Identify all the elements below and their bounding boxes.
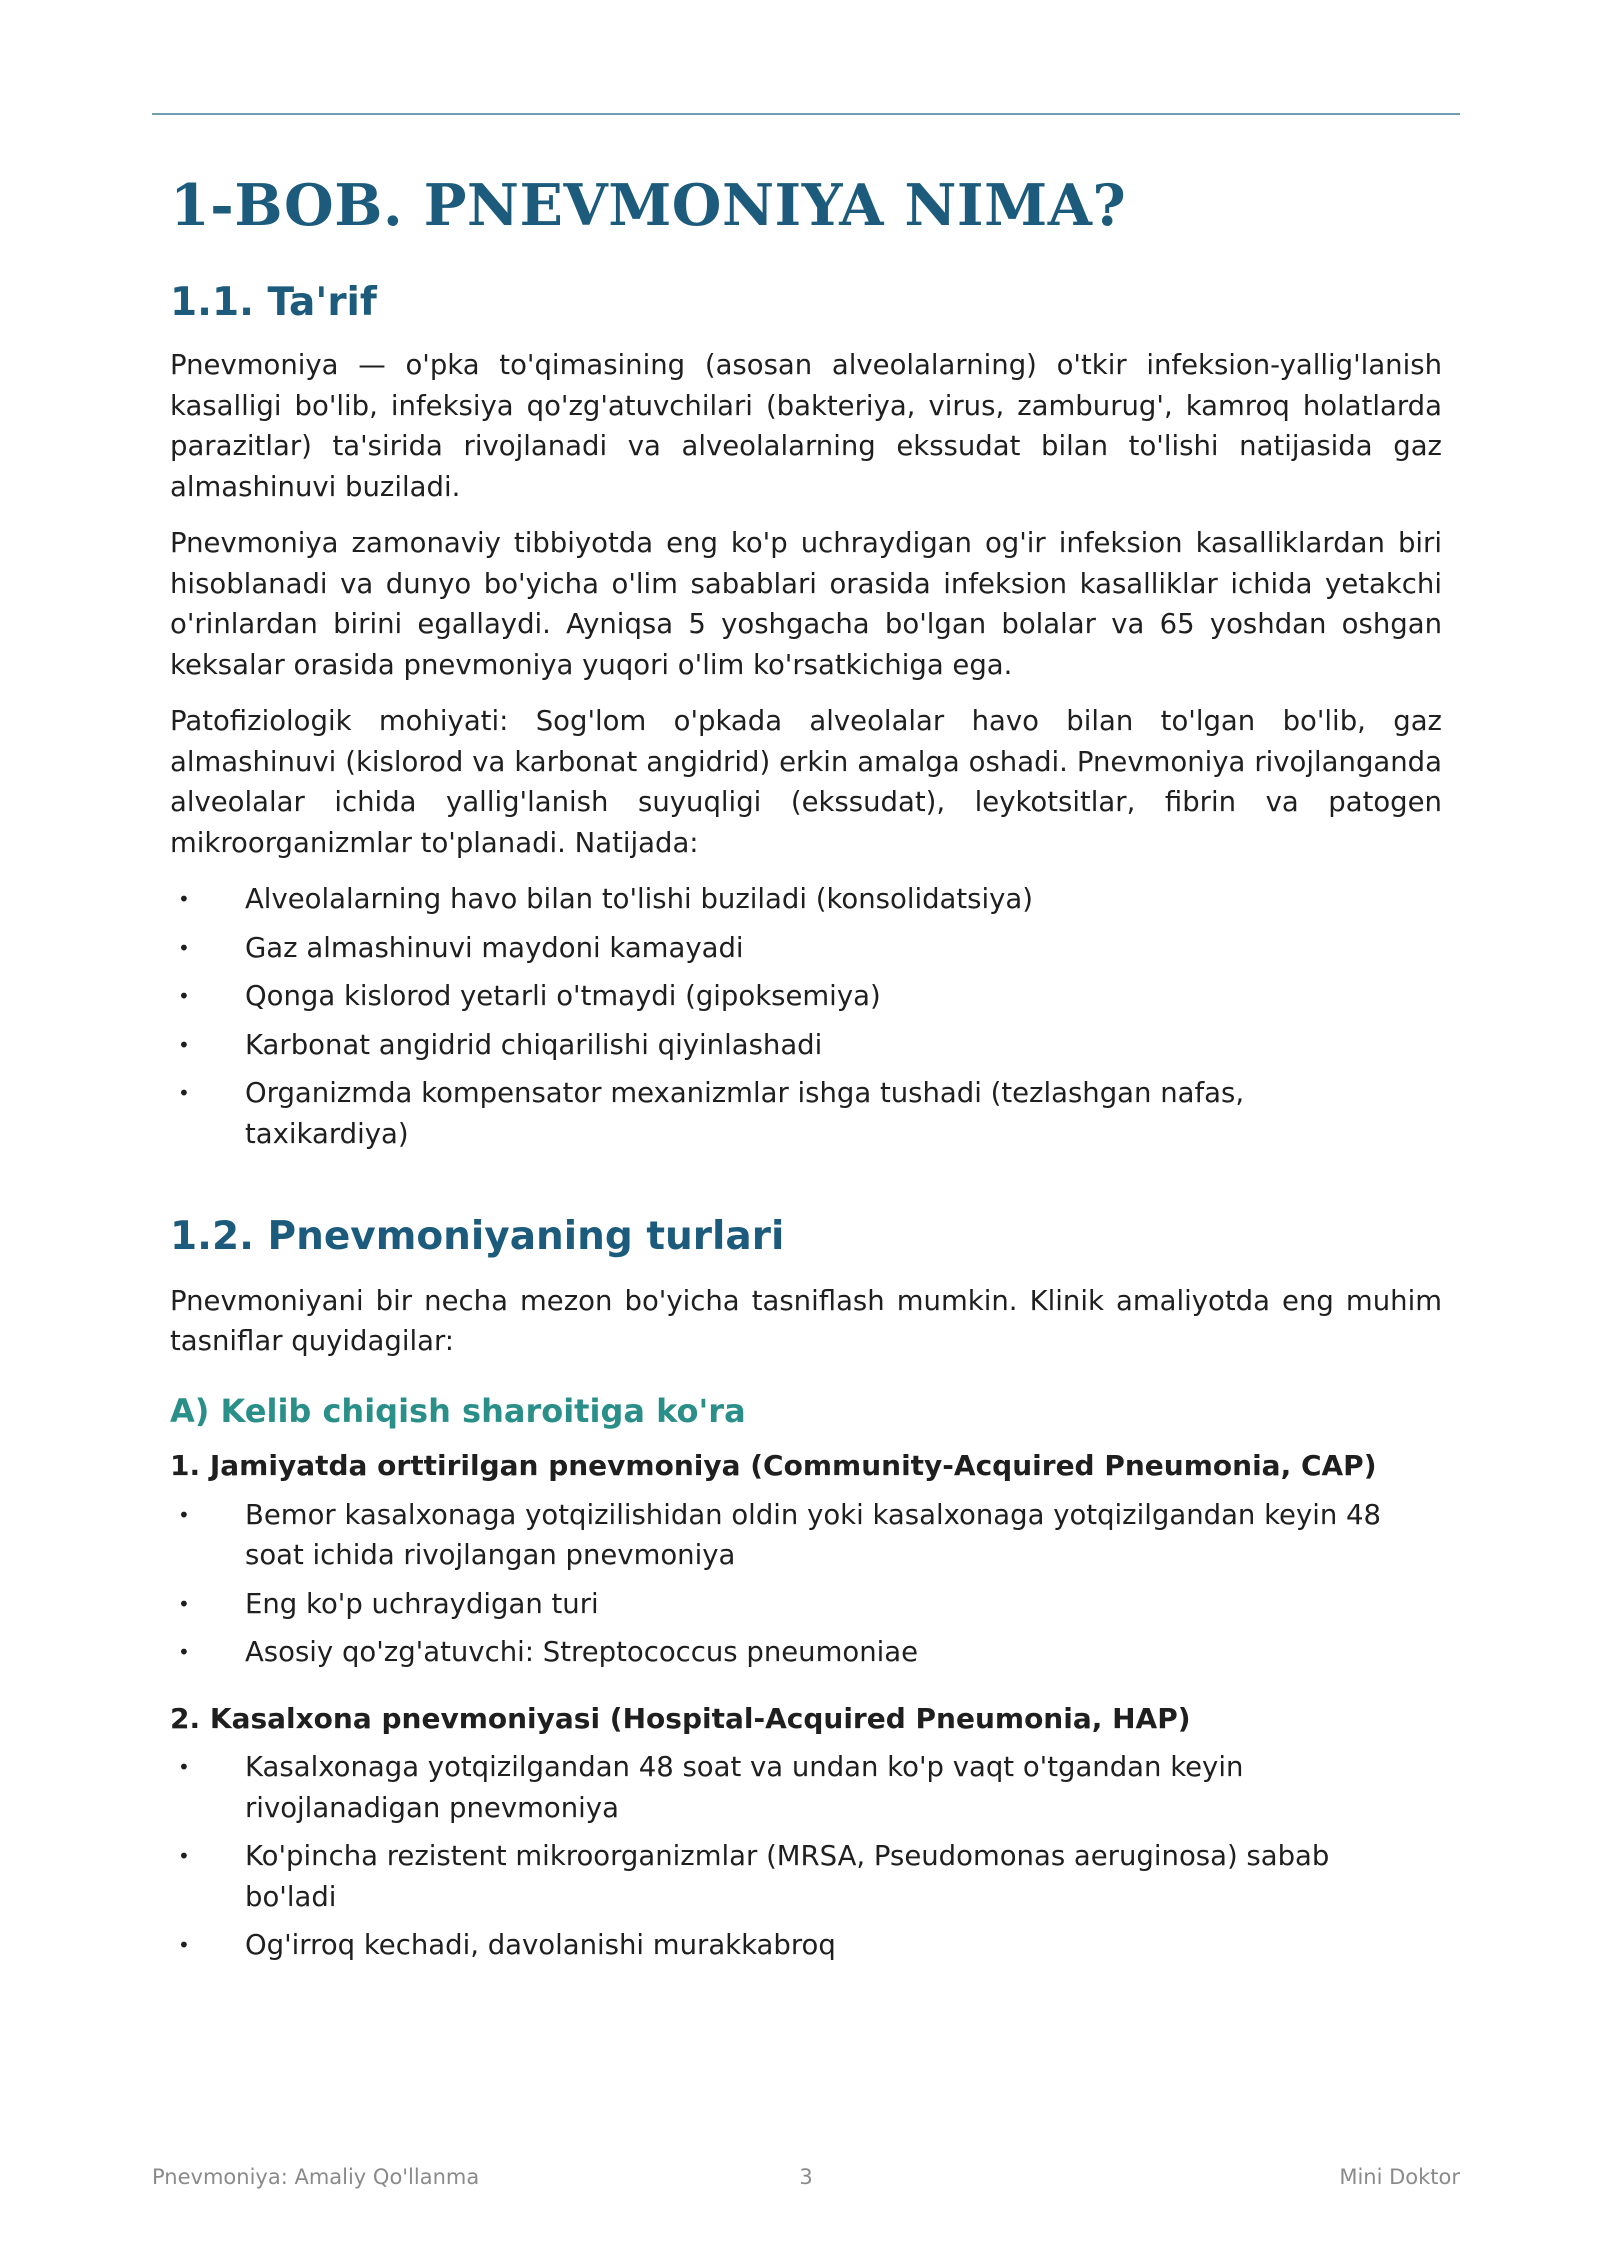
- bullet-icon: •: [178, 1933, 190, 1958]
- types-intro-paragraph: Pnevmoniyani bir necha mezon bo'yicha tasniflash mumkin. Klinik amaliyotda eng muhim tasniflar quyidagilar:: [170, 1284, 1442, 1358]
- list-item-text: Asosiy qo'zg'atuvchi: Streptococcus pneumoniae: [245, 1636, 919, 1669]
- list-item: [170, 1073, 1442, 1154]
- bullet-icon: •: [178, 887, 190, 912]
- bullet-icon: •: [178, 1081, 190, 1106]
- list-item: [170, 1836, 1442, 1917]
- bullet-icon: •: [178, 1755, 190, 1780]
- list-item-text: Qonga kislorod yetarli o'tmaydi (gipoksemiya): [245, 980, 881, 1013]
- list-item: [170, 1632, 1442, 1673]
- hap-list: [170, 1747, 1442, 1966]
- pathophysiology-paragraph: Patofiziologik mohiyati: Sog'lom o'pkada alveolalar havo bilan to'lgan bo'lib, gaz almashinuvi (kislorod va karbonat angidrid) erkin amalga oshadi. Pnevmoniya rivojlanganda alveolalar ichida yallig'lanish suyuqligi (ekssudat), leykotsitlar, fibrin va patogen mikroorganizmlar to'planadi. Natijada:: [170, 705, 1442, 859]
- bullet-icon: •: [178, 1032, 190, 1057]
- list-item: [170, 928, 1442, 969]
- chapter-title: 1-BOB. PNEVMONIYA NIMA?: [170, 172, 1127, 239]
- cap-list: [170, 1495, 1442, 1673]
- list-item-text: Kasalxonaga yotqizilgandan 48 soat va undan ko'p vaqt o'tgandan keyin rivojlanadigan pnevmoniya: [245, 1751, 1244, 1824]
- bullet-icon: •: [178, 1844, 190, 1869]
- page-footer: [152, 2165, 1460, 2197]
- type-title-hap: 2. Kasalxona pnevmoniyasi (Hospital-Acquired Pneumonia, HAP): [170, 1701, 1191, 1735]
- footer-brand: Mini Doktor: [1339, 2165, 1460, 2189]
- page-content: [170, 160, 1442, 1966]
- list-item: [170, 1495, 1442, 1576]
- footer-document-title: Pnevmoniya: Amaliy Qo'llanma: [152, 2165, 480, 2189]
- list-item: [170, 976, 1442, 1017]
- bullet-icon: •: [178, 984, 190, 1009]
- bullet-icon: •: [178, 935, 190, 960]
- list-item: [170, 1925, 1442, 1966]
- bullet-icon: •: [178, 1591, 190, 1616]
- list-item-text: Og'irroq kechadi, davolanishi murakkabroq: [245, 1929, 836, 1962]
- bullet-icon: •: [178, 1502, 190, 1527]
- section-heading-definition: 1.1. Ta'rif: [170, 280, 377, 326]
- section-heading-types: 1.2. Pnevmoniyaning turlari: [170, 1214, 785, 1260]
- list-item-text: Ko'pincha rezistent mikroorganizmlar (MRSA, Pseudomonas aeruginosa) sabab bo'ladi: [245, 1840, 1330, 1913]
- list-item: [170, 1584, 1442, 1625]
- list-item-text: Gaz almashinuvi maydoni kamayadi: [245, 931, 744, 964]
- list-item-text: Karbonat angidrid chiqarilishi qiyinlashadi: [245, 1028, 823, 1061]
- list-item: [170, 1025, 1442, 1066]
- pathophysiology-list: [170, 879, 1442, 1154]
- list-item-text: Organizmda kompensator mexanizmlar ishga tushadi (tezlashgan nafas, taxikardiya): [245, 1077, 1245, 1150]
- list-item: [170, 879, 1442, 920]
- list-item-text: Bemor kasalxonaga yotqizilishidan oldin yoki kasalxonaga yotqizilgandan keyin 48 soat ichida rivojlangan pnevmoniya: [245, 1498, 1382, 1572]
- definition-paragraph-2: Pnevmoniya zamonaviy tibbiyotda eng ko'p uchraydigan og'ir infeksion kasalliklardan biri hisoblanadi va dunyo bo'yicha o'lim sabablari orasida infeksion kasalliklar ichida yetakchi o'rinlardan birini egallaydi. Ayniqsa 5 yoshgacha bo'lgan bolalar va 65 yoshdan oshgan keksalar orasida pnevmoniya yuqori o'lim ko'rsatkichiga ega.: [170, 527, 1442, 681]
- type-title-cap: 1. Jamiyatda orttirilgan pnevmoniya (Community-Acquired Pneumonia, CAP): [170, 1449, 1377, 1483]
- list-item: [170, 1747, 1442, 1828]
- list-item-text: Eng ko'p uchraydigan turi: [245, 1587, 599, 1620]
- definition-paragraph-1: Pnevmoniya — o'pka to'qimasining (asosan alveolalarning) o'tkir infeksion-yallig'lanish kasalligi bo'lib, infeksiya qo'zg'atuvchilari (bakteriya, virus, zamburug', kamroq holatlarda parazitlar) ta'sirida rivojlanadi va alveolalarning ekssudat bilan to'lishi natijasida gaz almashinuvi buziladi.: [170, 349, 1442, 503]
- list-item-text: Alveolalarning havo bilan to'lishi buziladi (konsolidatsiya): [245, 883, 1034, 916]
- footer-page-number: 3: [799, 2165, 813, 2189]
- header-rule: [152, 113, 1460, 115]
- subsection-heading-origin: A) Kelib chiqish sharoitiga ko'ra: [170, 1391, 746, 1430]
- bullet-icon: •: [178, 1640, 190, 1665]
